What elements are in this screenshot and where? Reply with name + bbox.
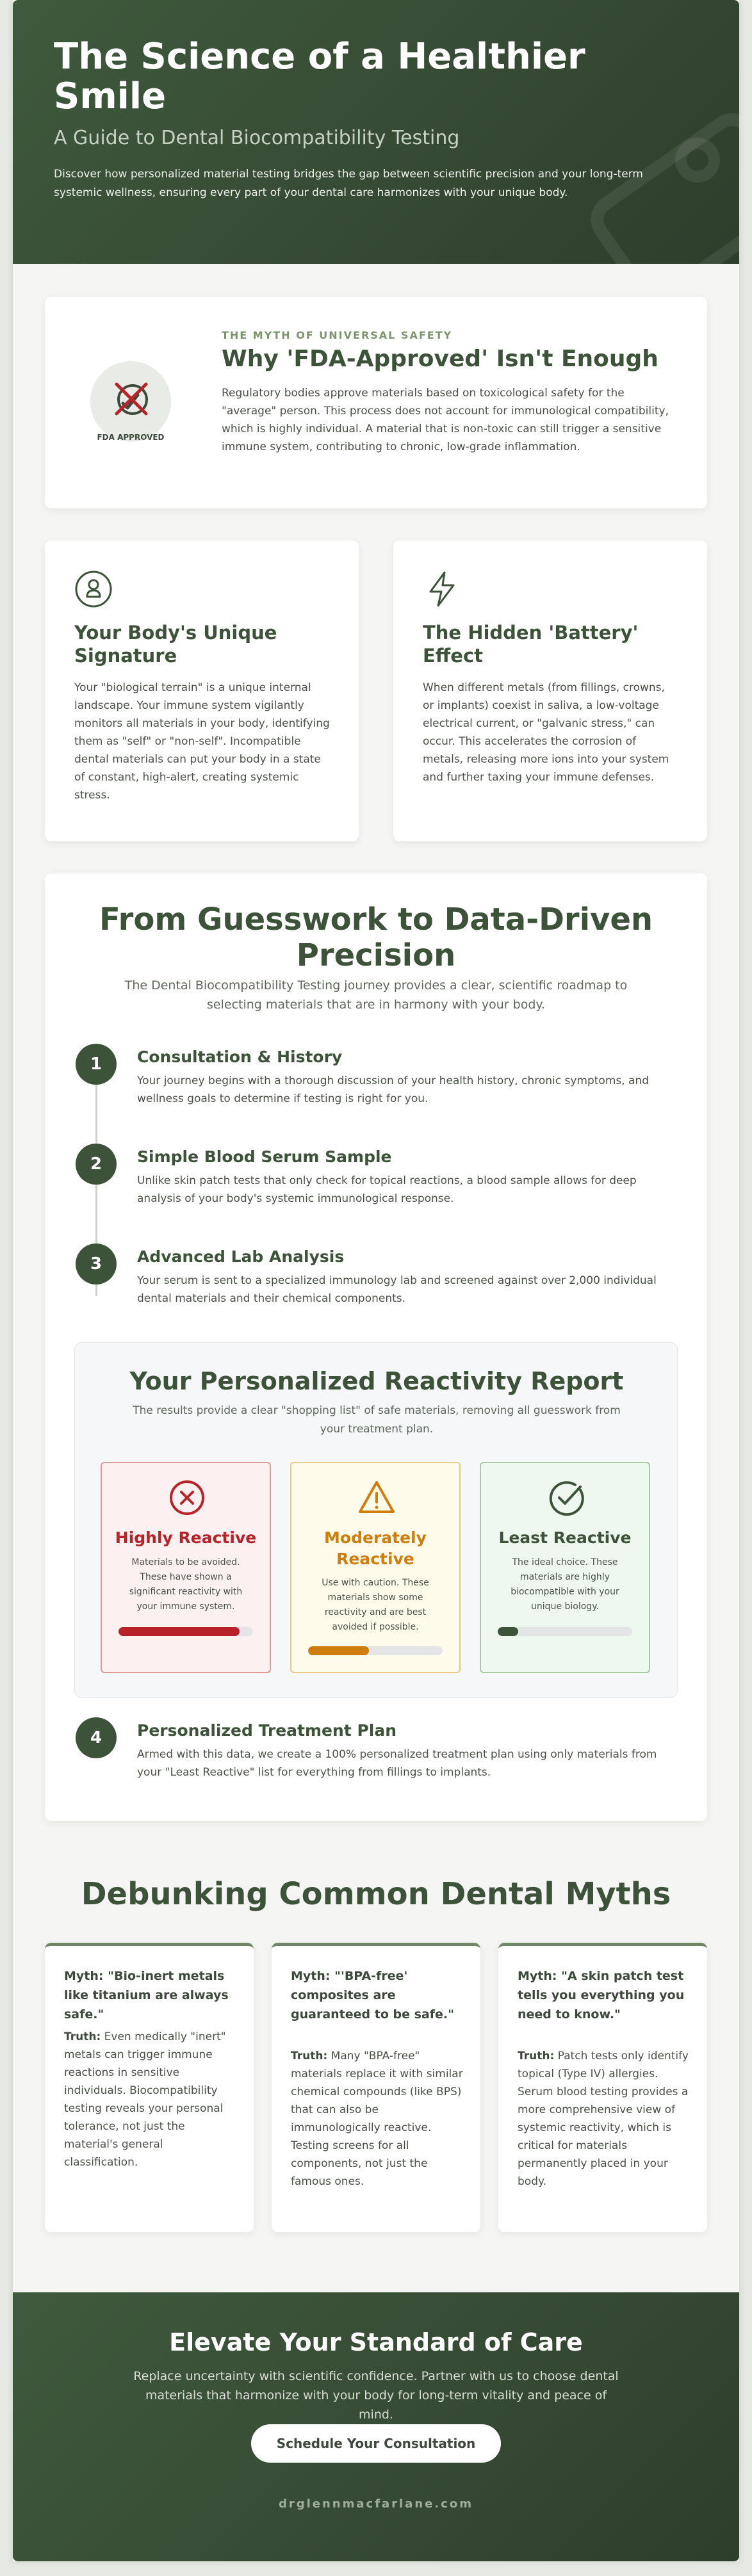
check-circle-icon	[547, 1478, 585, 1517]
report-title: Your Personalized Reactivity Report	[129, 1367, 624, 1395]
hero-description: Discover how personalized material testing bridges the gap between scientific precision and your long-term systemic wellness, ensuring every part of your dental care harmonizes with your unique body.	[54, 168, 643, 199]
myth-eyebrow: THE MYTH OF UNIVERSAL SAFETY	[222, 329, 453, 341]
x-circle-icon	[168, 1478, 206, 1517]
step-title: Consultation & History	[137, 1048, 343, 1066]
truth-statement	[291, 2047, 464, 2191]
no-approval-icon	[111, 380, 151, 420]
reactivity-bar	[498, 1627, 632, 1636]
myth-statement: Myth: "A skin patch test tells you everything you need to know."	[518, 1969, 685, 2021]
website-link[interactable]: drglennmacfarlane.com	[278, 2497, 474, 2511]
step-number: 3	[76, 1243, 117, 1284]
moderately-reactive-card	[290, 1462, 461, 1673]
person-icon	[74, 570, 113, 608]
page	[13, 0, 739, 2561]
step-text: Your serum is sent to a specialized immunology lab and screened against over 2,000 individual dental materials and their chemical components.	[137, 1274, 657, 1305]
truth-label: Truth:	[518, 2050, 555, 2062]
reactivity-bar-fill	[119, 1627, 240, 1636]
reactivity-title: Moderately Reactive	[324, 1528, 427, 1568]
myth-card	[272, 1943, 480, 2232]
hero-banner	[13, 0, 739, 264]
reactivity-bar	[119, 1627, 253, 1636]
myth-card	[45, 1943, 254, 2232]
reactivity-report	[74, 1342, 678, 1698]
highly-reactive-card	[101, 1462, 271, 1673]
debunk-title: Debunking Common Dental Myths	[81, 1876, 671, 1912]
fda-badge-circle	[90, 361, 171, 442]
step-title: Advanced Lab Analysis	[137, 1247, 345, 1266]
reactivity-bar-fill	[308, 1646, 369, 1655]
journey-subtitle: The Dental Biocompatibility Testing journey provides a clear, scientific roadmap to selecting materials that are in harmony with your body.	[124, 978, 628, 1012]
fda-myth-card	[45, 297, 707, 508]
cta-footer	[13, 2292, 739, 2561]
journey-title: From Guesswork to Data-Driven Precision	[99, 902, 653, 973]
step-text: Unlike skin patch tests that only check for topical reactions, a blood sample allows for deep analysis of your body's systemic immunological response.	[137, 1174, 637, 1205]
step-title: Personalized Treatment Plan	[137, 1721, 397, 1740]
reactivity-text: Materials to be avoided. These have shown a significant reactivity with your immune system.	[129, 1557, 243, 1612]
truth-statement	[64, 2028, 237, 2171]
cta-text: Replace uncertainty with scientific confidence. Partner with us to choose dental materials that harmonize with your body for long-term vitality and peace of mind.	[133, 2369, 619, 2422]
truth-text: Even medically "inert" metals can trigger immune reactions in sensitive individuals. Biocompatibility testing reveals your personal tolerance, not just the material's general classification.	[64, 2030, 226, 2169]
myth-title: Why 'FDA-Approved' Isn't Enough	[222, 346, 658, 372]
myth-card	[498, 1943, 707, 2232]
schedule-consultation-button[interactable]: Schedule Your Consultation	[251, 2424, 501, 2463]
step-text: Your journey begins with a thorough discussion of your health history, chronic symptoms, and wellness goals to determine if testing is right for you.	[137, 1074, 650, 1105]
least-reactive-card	[480, 1462, 650, 1673]
truth-text: Many "BPA-free" materials replace it with similar chemical compounds (like BPS) that can also be immunologically reactive. Testing screens for all components, not just the famous ones.	[291, 2050, 463, 2188]
page-subtitle: A Guide to Dental Biocompatibility Testing	[54, 127, 460, 149]
reactivity-text: Use with caution. These materials show some reactivity and are best avoided if possible.	[322, 1578, 429, 1632]
step-number: 4	[76, 1717, 117, 1758]
myth-statement: Myth: "'BPA-free' composites are guaranteed to be safe."	[291, 1969, 454, 2021]
truth-label: Truth:	[291, 2050, 328, 2062]
reactivity-title: Highly Reactive	[115, 1528, 257, 1547]
feature-text: Your "biological terrain" is a unique internal landscape. Your immune system vigilantly monitors all materials in your body, identifying them as "self" or "non-self". Incompatible dental materials can put your body in a state of constant, high-alert, creating systemic stress.	[74, 681, 330, 802]
report-subtitle: The results provide a clear "shopping list" of safe materials, removing all guesswork from your treatment plan.	[133, 1404, 621, 1436]
cta-title: Elevate Your Standard of Care	[169, 2328, 583, 2356]
lightning-icon	[423, 570, 461, 608]
reactivity-text: The ideal choice. These materials are highly biocompatible with your unique biology.	[511, 1557, 619, 1612]
warning-icon	[357, 1478, 396, 1517]
step-number: 1	[76, 1044, 117, 1085]
truth-label: Truth:	[64, 2030, 101, 2043]
truth-statement	[518, 2047, 691, 2191]
step-number: 2	[76, 1144, 117, 1185]
step-text: Armed with this data, we create a 100% personalized treatment plan using only materials from your "Least Reactive" list for everything from fillings to implants.	[137, 1748, 657, 1779]
fda-badge	[86, 361, 176, 442]
feature-text: When different metals (from fillings, crowns, or implants) coexist in saliva, a low-voltage electrical current, or "galvanic stress," can occur. This accelerates the corrosion of metals, releasing more ions into your system and further taxing your immune defenses.	[423, 681, 669, 784]
myth-statement: Myth: "Bio-inert metals like titanium are always safe."	[64, 1969, 229, 2021]
feature-card-signature	[45, 540, 359, 841]
page-title: The Science of a Healthier Smile	[54, 36, 585, 117]
step-title: Simple Blood Serum Sample	[137, 1147, 392, 1166]
tooth-decoration-knob	[675, 138, 720, 182]
fda-badge-label: FDA APPROVED	[97, 433, 165, 442]
truth-text: Patch tests only identify topical (Type IV) allergies. Serum blood testing provides a more comprehensive view of systemic reactivity, which is critical for materials permanently placed in your body.	[518, 2050, 689, 2188]
feature-title: The Hidden 'Battery' Effect	[423, 622, 639, 667]
feature-title: Your Body's Unique Signature	[74, 622, 277, 667]
myth-text: Regulatory bodies approve materials based on toxicological safety for the "average" person. This process does not account for immunological compatibility, which is highly individual. A material that is non-toxic can still trigger a sensitive immune system, contributing to chronic, low-grade inflammation.	[222, 387, 669, 453]
feature-card-battery	[393, 540, 707, 841]
reactivity-bar-fill	[498, 1627, 518, 1636]
journey-card	[45, 873, 707, 1821]
reactivity-title: Least Reactive	[498, 1528, 632, 1547]
reactivity-bar	[308, 1646, 443, 1655]
